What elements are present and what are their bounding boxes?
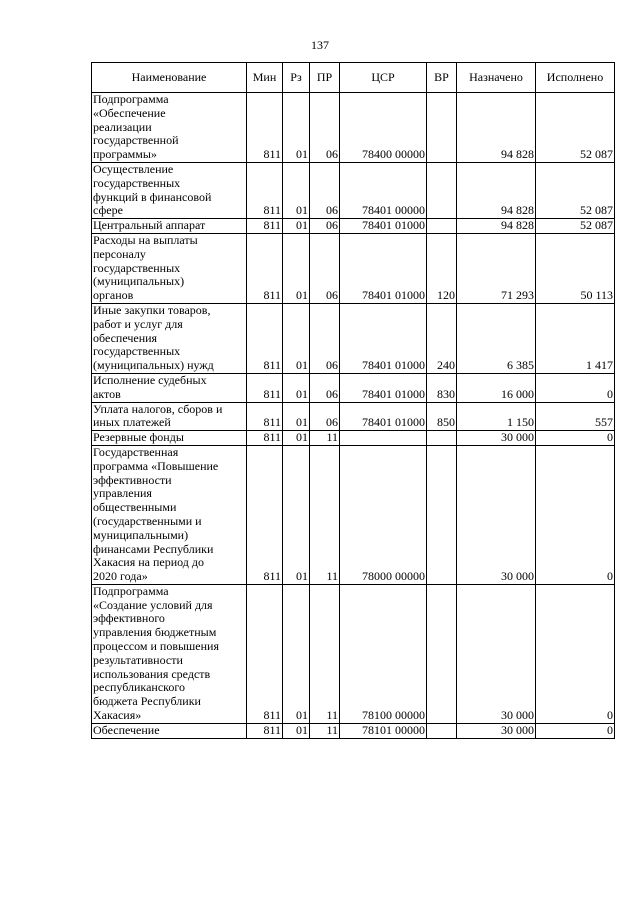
row-assigned: 94 828 xyxy=(457,93,536,163)
row-csr: 78401 01000 xyxy=(340,233,427,303)
table-row xyxy=(92,233,615,303)
row-assigned: 30 000 xyxy=(457,445,536,584)
row-min: 811 xyxy=(247,723,283,738)
header-rz: Рз xyxy=(283,63,310,93)
row-pr: 06 xyxy=(310,162,340,218)
row-csr: 78401 01000 xyxy=(340,402,427,431)
row-vr: 240 xyxy=(427,303,457,373)
header-assigned: Назначено xyxy=(457,63,536,93)
row-csr: 78400 00000 xyxy=(340,93,427,163)
row-vr: 850 xyxy=(427,402,457,431)
row-name: Расходы на выплаты персоналу государственных (муниципальных) органов xyxy=(92,233,247,303)
table-body xyxy=(92,93,615,739)
row-rz: 01 xyxy=(283,445,310,584)
row-rz: 01 xyxy=(283,723,310,738)
row-min: 811 xyxy=(247,402,283,431)
row-name: Подпрограмма «Обеспечение реализации государственной программы» xyxy=(92,93,247,163)
row-vr: 120 xyxy=(427,233,457,303)
row-assigned: 94 828 xyxy=(457,162,536,218)
header-name: Наименование xyxy=(92,63,247,93)
budget-table xyxy=(91,62,615,739)
header-pr: ПР xyxy=(310,63,340,93)
row-executed: 52 087 xyxy=(536,162,615,218)
row-pr: 06 xyxy=(310,402,340,431)
row-assigned: 6 385 xyxy=(457,303,536,373)
table-row xyxy=(92,303,615,373)
row-assigned: 30 000 xyxy=(457,584,536,723)
header-csr: ЦСР xyxy=(340,63,427,93)
row-min: 811 xyxy=(247,445,283,584)
row-min: 811 xyxy=(247,93,283,163)
row-executed: 0 xyxy=(536,445,615,584)
row-csr xyxy=(340,431,427,446)
row-csr: 78401 01000 xyxy=(340,219,427,234)
table-row xyxy=(92,93,615,163)
row-vr xyxy=(427,584,457,723)
table-row xyxy=(92,584,615,723)
table-row xyxy=(92,431,615,446)
row-min: 811 xyxy=(247,219,283,234)
table-header-row xyxy=(92,63,615,93)
row-assigned: 30 000 xyxy=(457,723,536,738)
row-assigned: 16 000 xyxy=(457,373,536,402)
row-name: Подпрограмма «Создание условий для эффективного управления бюджетным процессом и повышения результативности использования средств республиканского бюджета Республики Хакасия» xyxy=(92,584,247,723)
table-row xyxy=(92,723,615,738)
row-rz: 01 xyxy=(283,402,310,431)
row-pr: 11 xyxy=(310,431,340,446)
row-pr: 11 xyxy=(310,445,340,584)
header-executed: Исполнено xyxy=(536,63,615,93)
header-min: Мин xyxy=(247,63,283,93)
row-name: Центральный аппарат xyxy=(92,219,247,234)
row-rz: 01 xyxy=(283,584,310,723)
row-assigned: 30 000 xyxy=(457,431,536,446)
row-rz: 01 xyxy=(283,303,310,373)
row-rz: 01 xyxy=(283,233,310,303)
row-min: 811 xyxy=(247,373,283,402)
row-pr: 06 xyxy=(310,303,340,373)
row-pr: 06 xyxy=(310,373,340,402)
row-vr xyxy=(427,445,457,584)
row-executed: 1 417 xyxy=(536,303,615,373)
row-min: 811 xyxy=(247,584,283,723)
row-min: 811 xyxy=(247,162,283,218)
row-rz: 01 xyxy=(283,162,310,218)
row-rz: 01 xyxy=(283,431,310,446)
row-assigned: 94 828 xyxy=(457,219,536,234)
row-name: Иные закупки товаров, работ и услуг для обеспечения государственных (муниципальных) нужд xyxy=(92,303,247,373)
row-min: 811 xyxy=(247,233,283,303)
table-row xyxy=(92,373,615,402)
row-vr xyxy=(427,93,457,163)
row-min: 811 xyxy=(247,303,283,373)
row-executed: 50 113 xyxy=(536,233,615,303)
row-vr xyxy=(427,162,457,218)
row-executed: 52 087 xyxy=(536,219,615,234)
row-pr: 06 xyxy=(310,93,340,163)
row-assigned: 1 150 xyxy=(457,402,536,431)
table-row xyxy=(92,402,615,431)
row-csr: 78100 00000 xyxy=(340,584,427,723)
page-number: 137 xyxy=(311,38,329,52)
row-vr xyxy=(427,723,457,738)
row-pr: 06 xyxy=(310,233,340,303)
table-row xyxy=(92,445,615,584)
row-executed: 52 087 xyxy=(536,93,615,163)
row-executed: 0 xyxy=(536,431,615,446)
row-vr xyxy=(427,431,457,446)
row-name: Исполнение судебных актов xyxy=(92,373,247,402)
header-vr: ВР xyxy=(427,63,457,93)
row-executed: 557 xyxy=(536,402,615,431)
row-name: Осуществление государственных функций в финансовой сфере xyxy=(92,162,247,218)
row-rz: 01 xyxy=(283,93,310,163)
row-csr: 78000 00000 xyxy=(340,445,427,584)
row-csr: 78401 00000 xyxy=(340,162,427,218)
row-csr: 78401 01000 xyxy=(340,373,427,402)
row-pr: 11 xyxy=(310,584,340,723)
table-row xyxy=(92,219,615,234)
row-assigned: 71 293 xyxy=(457,233,536,303)
row-name: Государственная программа «Повышение эффективности управления общественными (государственными и муниципальными) финансами Республики Хакасия на период до 2020 года» xyxy=(92,445,247,584)
row-csr: 78401 01000 xyxy=(340,303,427,373)
row-executed: 0 xyxy=(536,584,615,723)
row-executed: 0 xyxy=(536,373,615,402)
row-pr: 06 xyxy=(310,219,340,234)
row-rz: 01 xyxy=(283,373,310,402)
row-rz: 01 xyxy=(283,219,310,234)
row-csr: 78101 00000 xyxy=(340,723,427,738)
row-vr: 830 xyxy=(427,373,457,402)
row-pr: 11 xyxy=(310,723,340,738)
row-name: Уплата налогов, сборов и иных платежей xyxy=(92,402,247,431)
row-name: Обеспечение xyxy=(92,723,247,738)
table-row xyxy=(92,162,615,218)
row-vr xyxy=(427,219,457,234)
row-name: Резервные фонды xyxy=(92,431,247,446)
row-min: 811 xyxy=(247,431,283,446)
row-executed: 0 xyxy=(536,723,615,738)
